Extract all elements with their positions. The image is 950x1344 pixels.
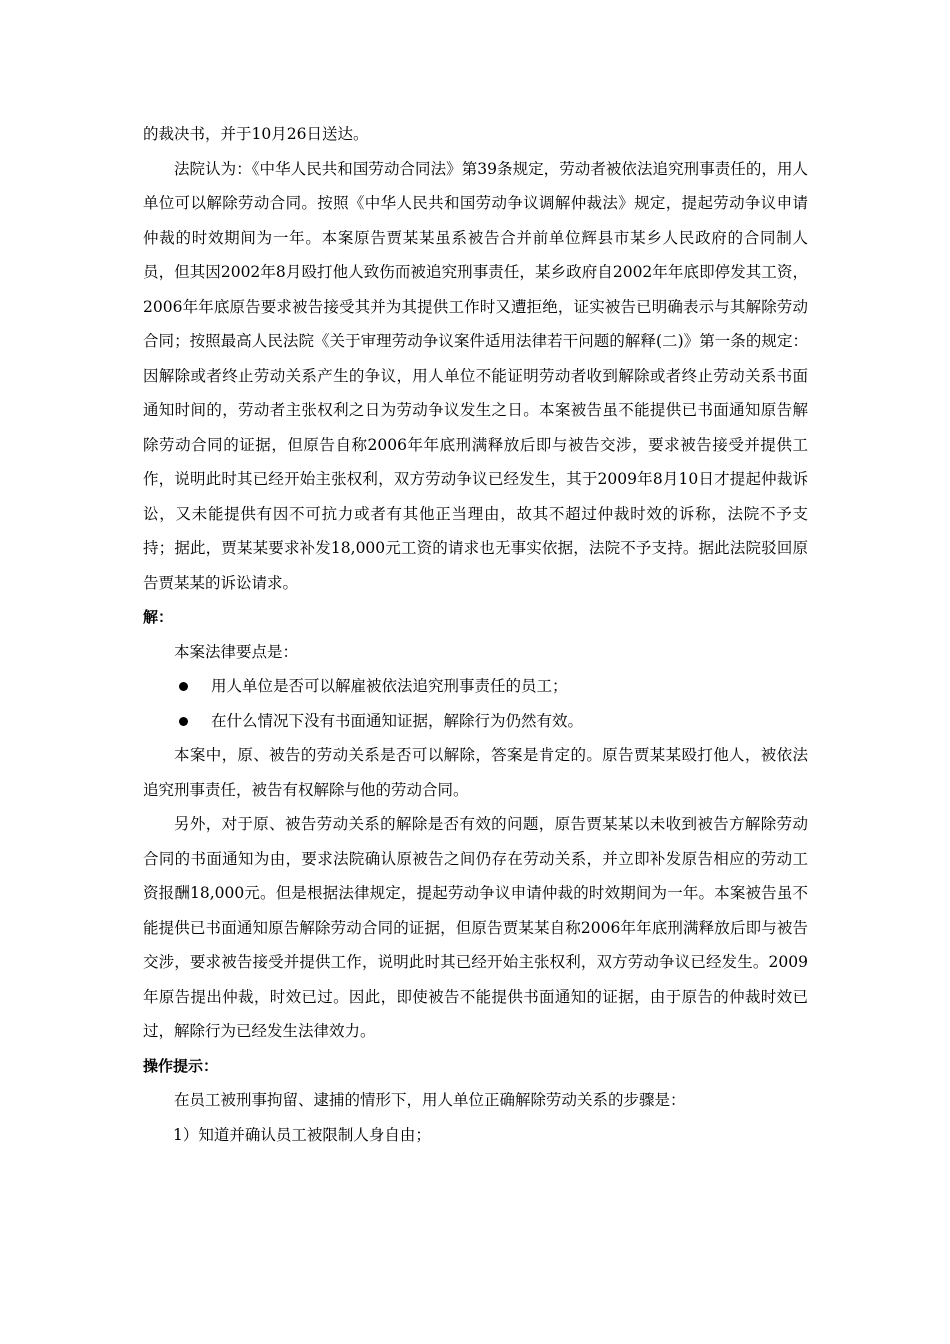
document-page — [143, 117, 808, 1152]
paragraph-continuation: 的裁决书，并于10月26日送达。 — [143, 125, 369, 143]
paragraph-court-opinion: 法院认为：《中华人民共和国劳动合同法》第39条规定，劳动者被依法追究刑事责任的，用人单位可以解除劳动合同。按照《中华人民共和国劳动争议调解仲裁法》规定，提起劳动争议申请仲裁的时效期间为一年。本案原告贾某某虽系被告合并前单位辉县市某乡人民政府的合同制人员，但其因2002年8月殴打他人致伤而被追究刑事责任，某乡政府自2002年年底即停发其工资，2006年年底原告要求被告接受其并为其提供工作时又遭拒绝，证实被告已明确表示与其解除劳动合同；按照最高人民法院《关于审理劳动争议案件适用法律若干问题的解释(二)》第一条的规定：因解除或者终止劳动关系产生的争议，用人单位不能证明劳动者收到解除或者终止劳动关系书面通知时间的，劳动者主张权利之日为劳动争议发生之日。本案被告虽不能提供已书面通知原告解除劳动合同的证据，但原告自称2006年年底刑满释放后即与被告交涉，要求被告接受并提供工作，说明此时其已经开始主张权利，双方劳动争议已经发生，其于2009年8月10日才提起仲裁诉讼，又未能提供有因不可抗力或者有其他正当理由，故其不超过仲裁时效的诉称，法院不予支持；据此，贾某某要求补发18,000元工资的请求也无事实依据，法院不予支持。据此法院驳回原告贾某某的诉讼请求。 — [143, 159, 808, 592]
paragraph-analysis-2: 另外，对于原、被告劳动关系的解除是否有效的问题，原告贾某某以未收到被告方解除劳动合同的书面通知为由，要求法院确认原被告之间仍存在劳动关系，并立即补发原告相应的劳动工资报酬18,000元。但是根据法律规定，提起劳动争议申请仲裁的时效期间为一年。本案被告虽不能提供已书面通知原告解除劳动合同的证据，但原告贾某某自称2006年年底刑满释放后即与被告交涉，要求被告接受并提供工作，说明此时其已经开始主张权利，双方劳动争议已经发生。2009年原告提出仲裁，时效已过。因此，即使被告不能提供书面通知的证据，由于原告的仲裁时效已过，解除行为已经发生法律效力。 — [143, 815, 808, 1040]
bullet-dot-icon — [179, 717, 188, 726]
bullet-text: 在什么情况下没有书面通知证据，解除行为仍然有效。 — [211, 711, 584, 730]
paragraph-analysis-1: 本案中，原、被告的劳动关系是否可以解除，答案是肯定的。原告贾某某殴打他人，被依法追究刑事责任，被告有权解除与他的劳动合同。 — [143, 746, 808, 799]
bullet-dot-icon — [179, 682, 188, 691]
bullet-item — [143, 704, 808, 739]
paragraph-key-points-intro: 本案法律要点是： — [174, 642, 299, 661]
bullet-item — [143, 669, 808, 704]
step-item: 1）知道并确认员工被限制人身自由； — [173, 1125, 431, 1144]
heading-operation-tips: 操作提示： — [143, 1056, 219, 1075]
heading-solution: 解： — [143, 608, 174, 626]
bullet-text: 用人单位是否可以解雇被依法追究刑事责任的员工； — [211, 677, 568, 695]
paragraph-steps-intro: 在员工被刑事拘留、逮捕的情形下，用人单位正确解除劳动关系的步骤是： — [174, 1091, 686, 1109]
